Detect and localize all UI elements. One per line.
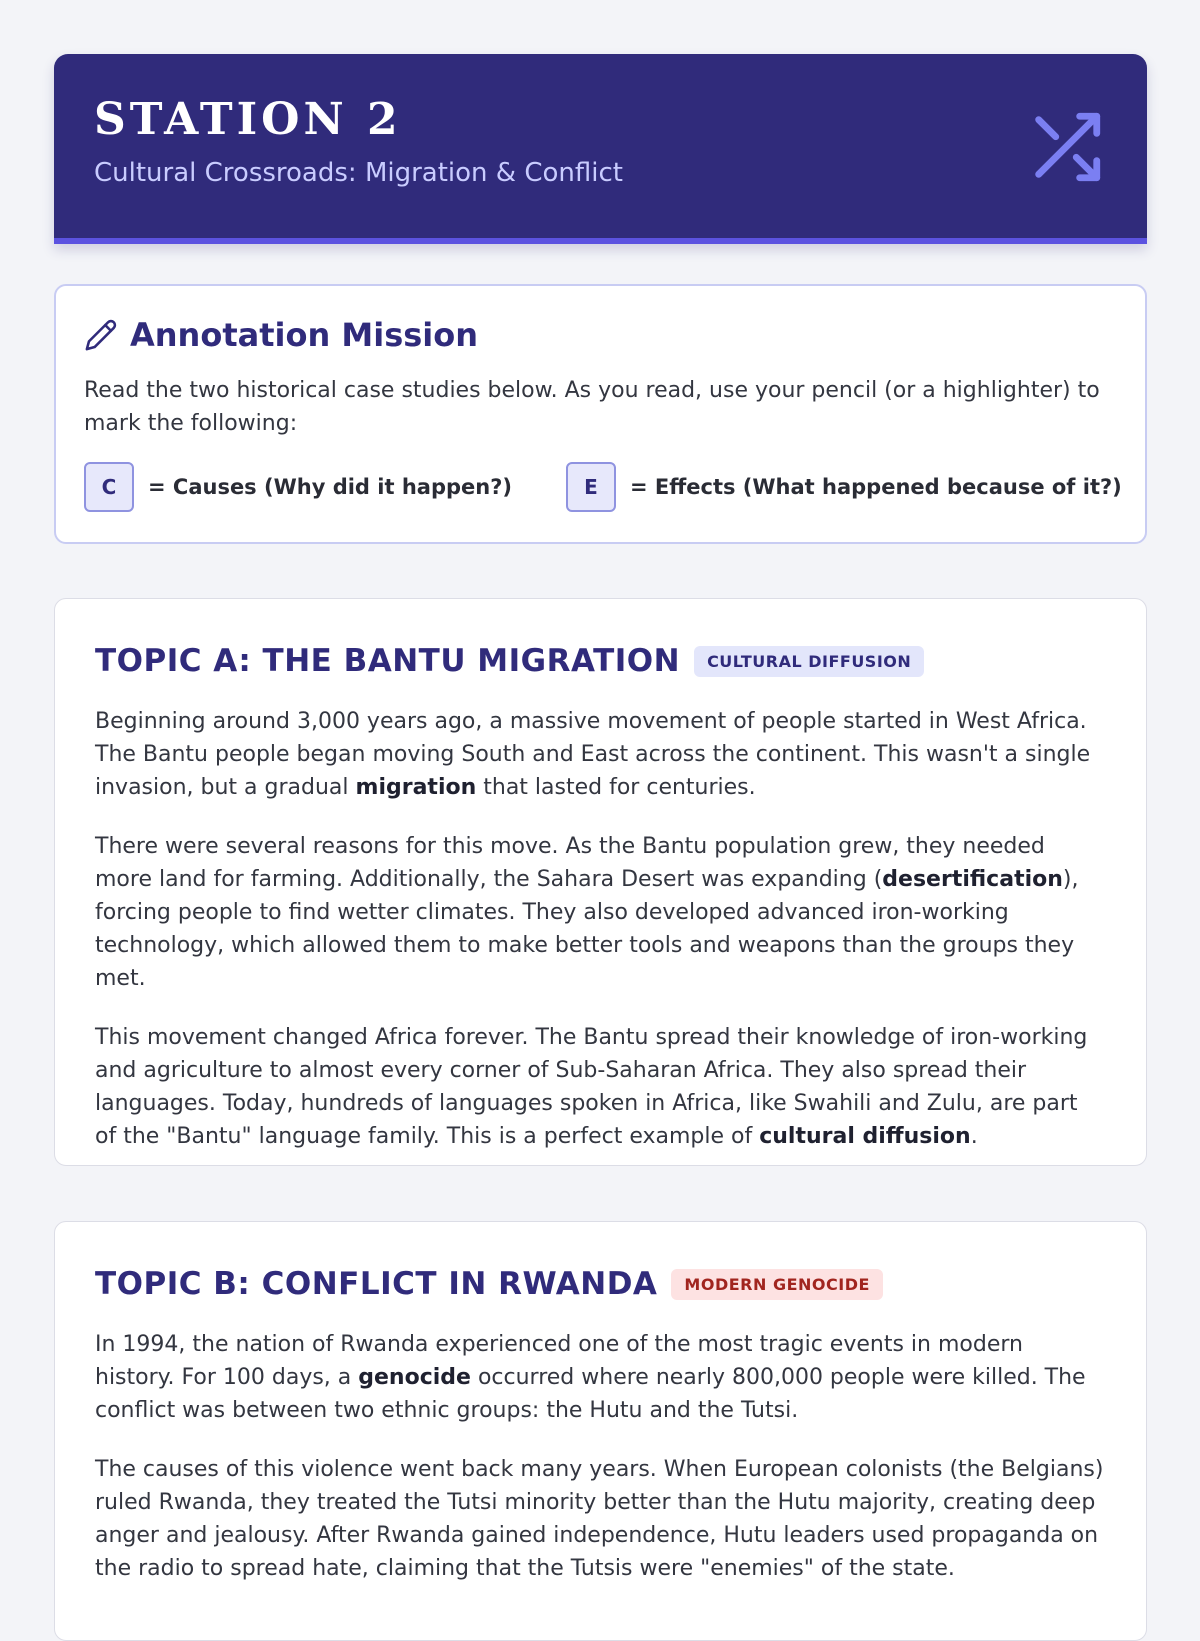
topic-b-paragraph-2: The causes of this violence went back many years. When European colonists (the Belgians) ruled Rwanda, they treated the Tutsi minority better than the Hutu majority, creating deep anger and jealousy. After Rwanda gained independence, Hutu leaders used propaganda on the radio to spread hate, claiming that the Tutsis were "enemies" of the state. — [95, 1457, 1104, 1581]
topic-a-heading — [95, 643, 924, 679]
topic-a-card — [54, 598, 1147, 1166]
cause-badge: C — [84, 462, 134, 512]
mission-instructions: Read the two historical case studies below. As you read, use your pencil (or a highlighter) to mark the following: — [84, 378, 1100, 436]
topic-b-paragraph-1: In 1994, the nation of Rwanda experienced one of the most tragic events in modern history. For 100 days, a genocide occurred where nearly 800,000 people were killed. The conflict was between two ethnic groups: the Hutu and the Tutsi. — [95, 1332, 1086, 1423]
term-cultural-diffusion: cultural diffusion — [759, 1124, 971, 1149]
topic-b-card — [54, 1221, 1147, 1641]
topic-b-body — [95, 1328, 1105, 1611]
term-desertification: desertification — [882, 867, 1063, 892]
topic-a-paragraph-3: This movement changed Africa forever. The Bantu spread their knowledge of iron-working and agriculture to almost every corner of Sub-Saharan Africa. They also spread their languages. Today, hundreds of languages spoken in Africa, like Swahili and Zulu, are part of the "Bantu" language family. This is a perfect example of cultural diffusion. — [95, 1025, 1088, 1149]
topic-b-title: TOPIC B: CONFLICT IN RWANDA — [95, 1266, 658, 1302]
topic-a-paragraph-2: There were several reasons for this move. As the Bantu population grew, they needed more land for farming. Additionally, the Sahara Desert was expanding (desertification), forcing people to find wetter climates. They also developed advanced iron-working technology, which allowed them to make better tools and weapons than the groups they met. — [95, 834, 1079, 991]
topic-a-paragraph-1: Beginning around 3,000 years ago, a massive movement of people started in West Africa. The Bantu people began moving South and East across the continent. This wasn't a single invasion, but a gradual migration that lasted for centuries. — [95, 709, 1091, 800]
cause-label: = Causes (Why did it happen?) — [148, 475, 512, 499]
shuffle-icon — [1025, 106, 1107, 188]
topic-a-body — [95, 705, 1105, 1179]
station-title: STATION 2 — [94, 94, 402, 145]
annotation-legend — [84, 462, 1122, 512]
topic-a-title: TOPIC A: THE BANTU MIGRATION — [95, 643, 681, 679]
topic-a-tag: CULTURAL DIFFUSION — [694, 646, 924, 677]
effect-badge: E — [566, 462, 616, 512]
topic-b-tag: MODERN GENOCIDE — [671, 1269, 882, 1300]
pencil-icon — [84, 318, 118, 352]
mission-heading — [84, 316, 478, 354]
station-header — [54, 54, 1147, 244]
effect-label: = Effects (What happened because of it?) — [629, 475, 1122, 499]
annotation-mission-box — [54, 284, 1147, 544]
mission-title: Annotation Mission — [130, 316, 479, 354]
term-migration: migration — [355, 775, 477, 800]
station-subtitle: Cultural Crossroads: Migration & Conflict — [94, 158, 623, 188]
term-genocide: genocide — [358, 1365, 471, 1390]
topic-b-heading — [95, 1266, 883, 1302]
